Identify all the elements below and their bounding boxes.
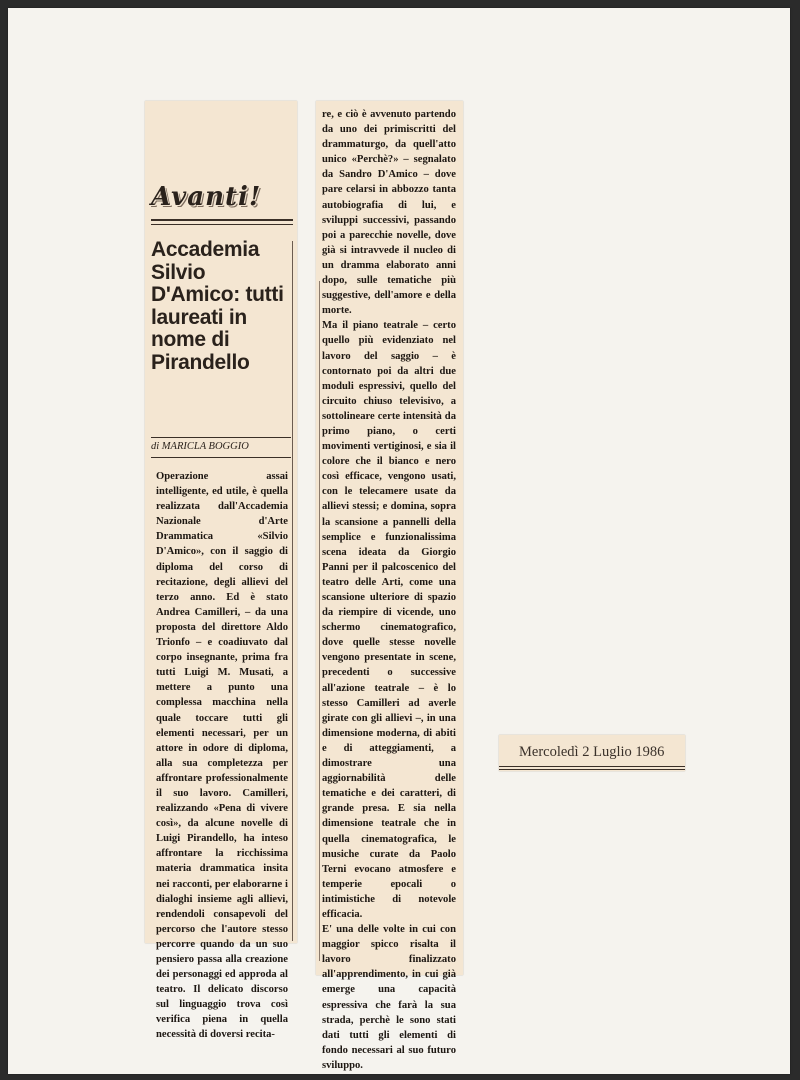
article-headline: Accademia Silvio D'Amico: tutti laureati in nome di Pirandello <box>151 238 284 374</box>
archive-sheet <box>8 8 790 1074</box>
clipping-right <box>316 101 463 1071</box>
clipping-left <box>145 101 297 1041</box>
masthead-rule-thin <box>151 224 293 225</box>
column-divider-right <box>319 281 320 961</box>
article-byline: di MARICLA BOGGIO <box>151 441 249 452</box>
byline-rule-bottom <box>151 457 291 458</box>
column-divider <box>292 241 293 941</box>
publication-date: Mercoledì 2 Luglio 1986 <box>519 744 665 760</box>
date-rule <box>499 766 685 767</box>
byline-rule-top <box>151 437 291 438</box>
article-column-1: Operazione assai intelligente, ed utile, è quella realizzata dall'Accademia Nazionale d'Arte Drammatica «Silvio D'Amico», con il saggio di diploma del corso di recitazione, degli allievi del terzo anno. Ed è stato Andrea Camilleri, – da una proposta del direttore Aldo Trionfo – e coadiuvato dal corpo insegnante, prima fra tutti Luigi M. Musati, a mettere a punto una complessa macchina nella quale toccare tutti gli elementi necessari, per un attore in odore di diploma, alla sua completezza per affrontare professionalmente il suo lavoro. Camilleri, realizzando «Pena di vivere così», da alcune novelle di Luigi Pirandello, ha inteso affrontare la ricchissima materia drammatica insita nei racconti, per elaborarne i dialoghi insieme agli allievi, rendendoli consapevoli del percorso che l'autore stesso percorre quando da un suo pensiero passa alla creazione dei personaggi ed approda al teatro. Il delicato discorso sul linguaggio trova così verifica piena in quella necessità di doversi recita- <box>156 471 288 1041</box>
masthead-rule <box>151 219 293 221</box>
clipping-date <box>499 735 685 771</box>
article-column-2: re, e ciò è avvenuto partendo da uno dei primiscritti del drammaturgo, da quell'atto unico «Perchè?» – segnalato da Sandro D'Amico – dove pare celarsi in abbozzo tanta autobiografia di lui, e sviluppi successivi, passando poi a parecchie novelle, dove già si intravvede il nucleo di un dramma elaborato anni dopo, sulle tematiche più suggestive, dell'amore e della morte. Ma il piano teatrale – certo quello più evidenziato nel lavoro del saggio – è contornato poi da altri due moduli espressivi, quello del circuito chiuso televisivo, a sottolineare certe intensità da primo piano, o certi movimenti vertiginosi, e sia il colore che il bianco e nero così efficace, vengono usati, con le telecamere usate da allievi stessi; e domina, sopra la scansione a pannelli della semplice e funzionalissima scena ideata da Giorgio Panni per il palcoscenico del teatro delle Arti, come una scansione ulteriore di spazio da riempire di vicende, uno schermo cinematografico, dove quelle stesse novelle vengono presentate in scene, precedenti o successive all'azione teatrale – è lo stesso Camilleri ad averle girate con gli allievi –, in una dimensione moderna, di abiti e di atteggiamenti, a dimostrare una aggiornabilità delle tematiche e dei caratteri, di grande presa. E sia nella dimensione teatrale che in quella cinematografica, le musiche curate da Paolo Terni evocano atmosfere e temperie epocali o intimistiche di notevole efficacia. E' una delle volte in cui con maggior spicco risalta il lavoro finalizzato all'apprendimento, in cui già emerge una capacità espressiva che farà la sua strada, perchè le sono stati dati tutti gli elementi di fondo necessari al suo futuro sviluppo. <box>322 109 456 1071</box>
newspaper-masthead: Avanti! <box>151 182 262 212</box>
date-rule-thin <box>499 769 685 770</box>
